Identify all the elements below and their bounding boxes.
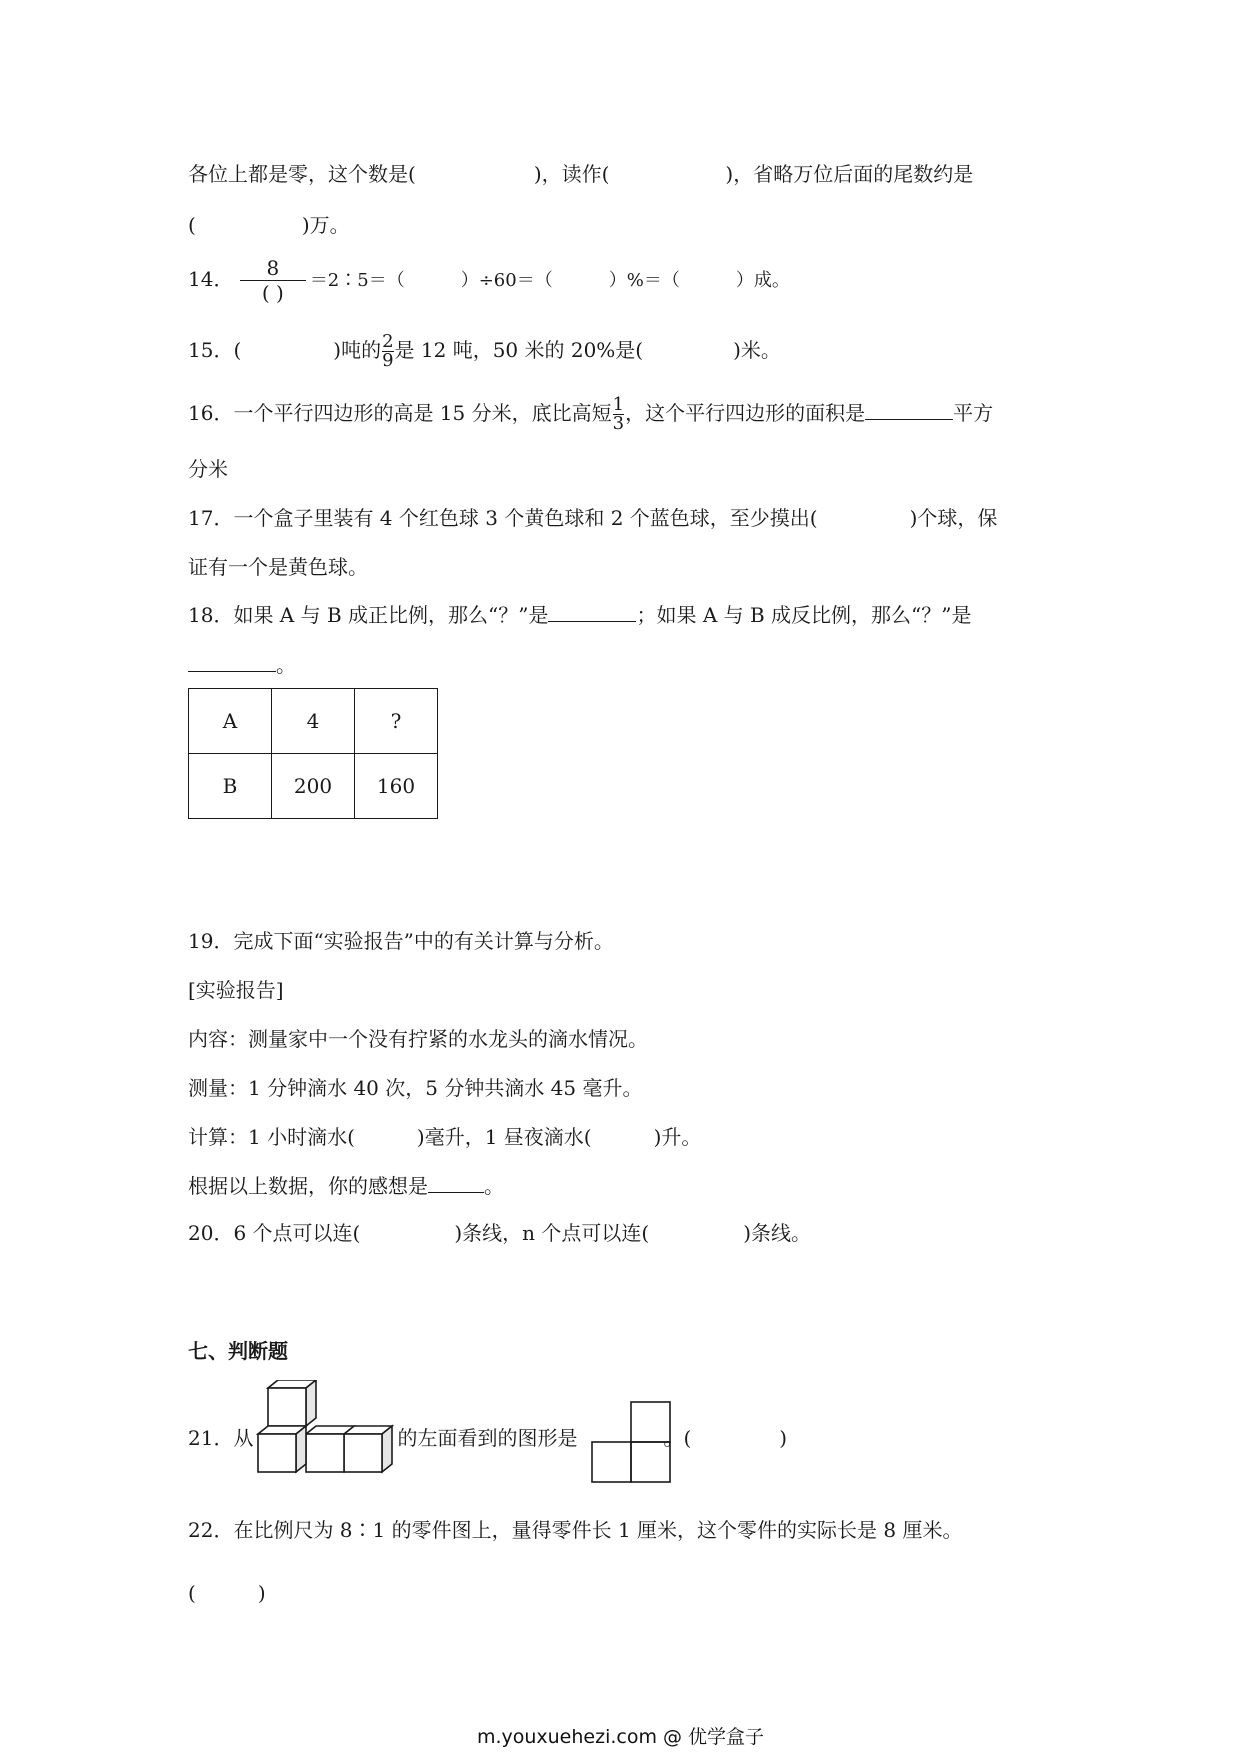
q19-calc: 计算：1 小时滴水( )毫升，1 昼夜滴水( )升。 — [188, 1125, 702, 1149]
table-cell: B — [189, 754, 272, 819]
table-cell: 200 — [272, 754, 355, 819]
cube-stack-figure — [250, 1380, 398, 1488]
table-cell: 4 — [272, 689, 355, 754]
q15-fraction: $\frac{2}{9}$ — [382, 331, 394, 371]
q22-line-1: 22．在比例尺为 8∶1 的零件图上，量得零件长 1 厘米，这个零件的实际长是 8 厘米。 — [188, 1518, 963, 1542]
q20: 20．6 个点可以连( )条线，n 个点可以连( )条线。 — [188, 1221, 811, 1245]
q19-content: 内容：测量家中一个没有拧紧的水龙头的滴水情况。 — [188, 1027, 648, 1051]
q19-measure: 测量：1 分钟滴水 40 次，5 分钟共滴水 45 毫升。 — [188, 1076, 643, 1100]
q13-line-1: 各位上都是零，这个数是( )，读作( )，省略万位后面的尾数约是 — [188, 162, 974, 186]
q19-blank[interactable] — [428, 1174, 484, 1193]
q22-line-2: ( ) — [188, 1581, 266, 1605]
q15: 15．( )吨的 $\frac{2}{9}$ 是 12 吨，50 米的 20%是( )米。 — [188, 331, 781, 371]
q14: 14． $\frac{8}{( )}$ ＝2∶5＝（ ）÷60＝（ ）%＝（ ）成。 — [188, 256, 790, 305]
q21: 21．从 的左面看到的图形是 。( ) — [188, 1426, 788, 1450]
q18-line-1: 18．如果 A 与 B 成正比例，那么“？”是 ；如果 A 与 B 成反比例，那么“？”是 — [188, 603, 972, 627]
table-row — [189, 689, 438, 754]
q19-thoughts: 根据以上数据，你的感想是 。 — [188, 1174, 504, 1198]
q19: 19．完成下面“实验报告”中的有关计算与分析。 — [188, 929, 614, 953]
q16-line-1: 16．一个平行四边形的高是 15 分米，底比高短 $\frac{1}{3}$ ，这个平行四边形的面积是 平方 — [188, 394, 994, 434]
footer-watermark: m.youxuehezi.com @ 优学盒子 — [476, 1726, 765, 1748]
q18-blank-2[interactable] — [188, 653, 276, 672]
section-title: 七、判断题 — [188, 1339, 288, 1363]
q18-blank-1[interactable] — [548, 603, 636, 622]
q17-line-2: 证有一个是黄色球。 — [188, 555, 368, 579]
ab-table — [188, 688, 438, 819]
table-row — [189, 754, 438, 819]
q17-line-1: 17．一个盒子里装有 4 个红色球 3 个黄色球和 2 个蓝色球，至少摸出( )个球，保 — [188, 506, 998, 530]
q16-line-2: 分米 — [188, 457, 228, 481]
q18-line-2: 。 — [188, 652, 296, 678]
q16-blank[interactable] — [865, 401, 953, 420]
q13-line-2: ( )万。 — [188, 213, 350, 237]
table-cell: 160 — [355, 754, 438, 819]
q14-fraction: $\frac{8}{( )}$ — [240, 256, 306, 305]
table-cell: ? — [355, 689, 438, 754]
table-cell: A — [189, 689, 272, 754]
left-view-figure — [590, 1400, 672, 1484]
q19-report-title: [实验报告] — [188, 978, 284, 1002]
q16-fraction: $\frac{1}{3}$ — [612, 394, 625, 434]
